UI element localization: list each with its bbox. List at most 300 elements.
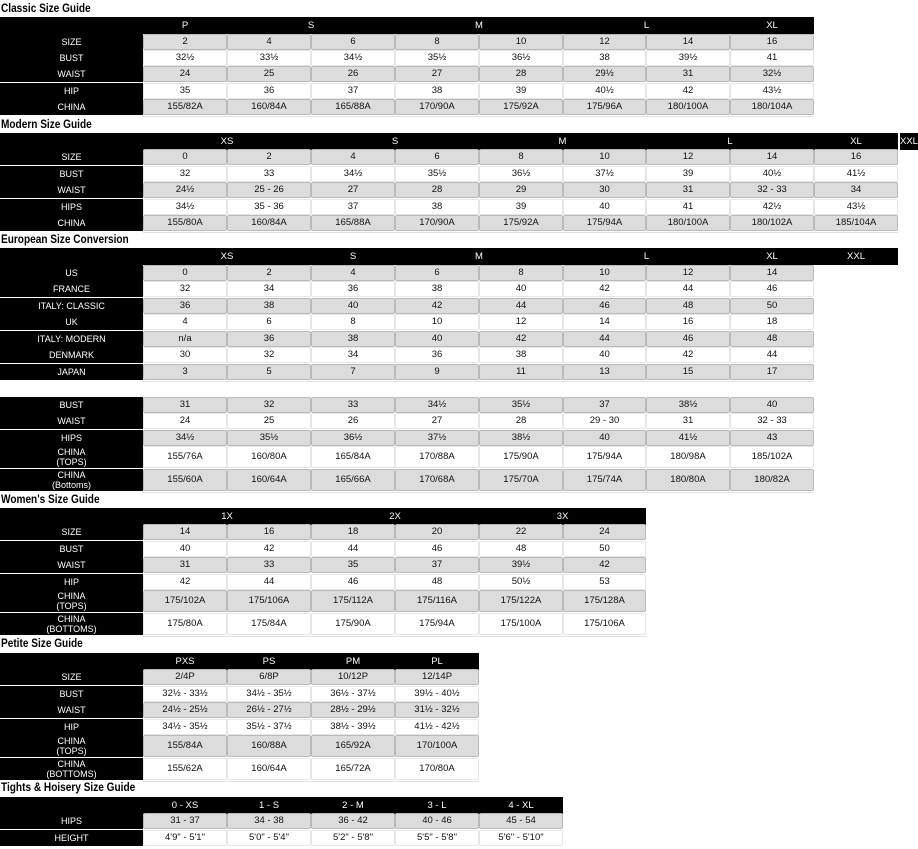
modern-table-cell: 180/102A [730, 215, 814, 231]
petite-table-cell: 31½ - 32½ [395, 702, 479, 718]
european-table-cell: 28 [479, 413, 563, 429]
womens-table-cell: 46 [311, 574, 395, 590]
womens-table-cell: 46 [395, 541, 479, 557]
modern-size-group-header: M [479, 133, 646, 150]
petite-table-bottom-rule [395, 781, 479, 782]
european-table-cell: 10 [563, 265, 646, 281]
european-table-cell: 175/70A [479, 469, 563, 491]
european-table-cell: 40 [563, 430, 646, 446]
petite-row-label: WAIST [0, 702, 143, 718]
tights-table-title: Tights & Hoisery Size Guide [1, 780, 136, 794]
womens-table-cell: 35 [311, 557, 395, 573]
european-table-cell: 38½ [479, 430, 563, 446]
petite-table-cell: 12/14P [395, 669, 479, 685]
modern-table-cell: 14 [730, 149, 814, 165]
european-table-cell: 40 [311, 298, 395, 314]
womens-table-bottom-rule [563, 636, 646, 637]
womens-size-group-header: 1X [143, 508, 311, 525]
womens-row-label: HIP [0, 574, 143, 590]
european-size-group-header: L [563, 248, 730, 265]
modern-table-cell: 43½ [814, 199, 898, 215]
european-table-bottom-rule [143, 492, 227, 493]
womens-table-bottom-rule [227, 636, 311, 637]
petite-table-cell: 34½ - 35½ [143, 719, 227, 735]
petite-table-cell: 28½ - 29½ [311, 702, 395, 718]
european-table-cell: 38 [479, 347, 563, 363]
european-table-cell: 35½ [227, 430, 311, 446]
tights-header-corner [0, 797, 143, 814]
womens-table-cell: 48 [395, 574, 479, 590]
european-table-cell: 8 [479, 265, 563, 281]
womens-table-bottom-rule [311, 636, 395, 637]
european-table-cell: 34 [227, 281, 311, 297]
modern-table-cell: 29 [479, 182, 563, 198]
european-table-cell: 32 [227, 347, 311, 363]
classic-table-cell: 16 [730, 34, 814, 50]
petite-table-cell: 41½ - 42½ [395, 719, 479, 735]
classic-table-cell: 180/104A [730, 99, 814, 115]
european-table-cell: 160/64A [227, 469, 311, 491]
womens-table-cell: 16 [227, 524, 311, 540]
european-size-group-header: XXL [814, 248, 898, 265]
classic-table-cell: 12 [563, 34, 646, 50]
european-table-cell: 42 [395, 298, 479, 314]
tights-size-group-header: 0 - XS [143, 797, 227, 814]
modern-table-bottom-rule [479, 232, 563, 233]
modern-table-cell: 4 [311, 149, 395, 165]
classic-row-label: HIP [0, 83, 143, 99]
modern-table-cell: 28 [395, 182, 479, 198]
classic-table-cell: 35 [143, 83, 227, 99]
european-row-label: HIPS [0, 430, 143, 446]
european-table-cell: 180/98A [646, 446, 730, 468]
european-table-cell: 35½ [479, 397, 563, 413]
modern-table-bottom-rule [227, 232, 311, 233]
classic-table-cell: 10 [479, 34, 563, 50]
modern-size-group-header: XXL [900, 133, 918, 150]
petite-table-cell: 38½ - 39½ [311, 719, 395, 735]
modern-table-cell: 180/100A [646, 215, 730, 231]
petite-table-cell: 26½ - 27½ [227, 702, 311, 718]
petite-table-cell: 34½ - 35½ [227, 686, 311, 702]
classic-table-cell: 175/92A [479, 99, 563, 115]
european-table-cell: 42 [479, 331, 563, 347]
european-row-label: CHINA (TOPS) [0, 446, 143, 468]
womens-table-cell: 14 [143, 524, 227, 540]
tights-table-cell: 5'2" - 5'8" [311, 830, 395, 846]
womens-table-cell: 175/90A [311, 613, 395, 635]
modern-table-cell: 41 [646, 199, 730, 215]
modern-table-cell: 39 [646, 166, 730, 182]
european-table-cell: 155/60A [143, 469, 227, 491]
tights-table-cell: 40 - 46 [395, 813, 479, 829]
classic-table-title: Classic Size Guide [1, 1, 91, 15]
tights-size-group-header: 1 - S [227, 797, 311, 814]
womens-table-cell: 40 [143, 541, 227, 557]
european-table-cell: 38 [395, 281, 479, 297]
european-table-cell: 34½ [395, 397, 479, 413]
european-table-cell: 24 [143, 413, 227, 429]
modern-table-cell: 24½ [143, 182, 227, 198]
european-table-bottom-rule [563, 492, 646, 493]
european-table-bottom-rule [395, 492, 479, 493]
modern-table-cell: 185/104A [814, 215, 898, 231]
womens-row-label: SIZE [0, 524, 143, 540]
modern-table-cell: 39 [479, 199, 563, 215]
european-row-label: BUST [0, 397, 143, 413]
classic-table-cell: 180/100A [646, 99, 730, 115]
tights-table-cell: 4'9" - 5'1" [143, 830, 227, 846]
european-table-cell: 40 [479, 281, 563, 297]
petite-header-corner [0, 653, 143, 670]
european-table-cell: 8 [311, 314, 395, 330]
petite-table-cell: 32½ - 33½ [143, 686, 227, 702]
european-table-cell: 4 [311, 265, 395, 281]
european-table-cell: 44 [563, 331, 646, 347]
european-table-cell: 32 [227, 397, 311, 413]
womens-table-bottom-rule [479, 636, 563, 637]
european-table-cell: 6 [227, 314, 311, 330]
classic-table-cell: 165/88A [311, 99, 395, 115]
european-table-cell: 12 [646, 265, 730, 281]
european-table-cell: 34½ [143, 430, 227, 446]
european-table-cell: 42 [646, 347, 730, 363]
european-table-cell: 13 [563, 364, 646, 380]
modern-table-cell: 34 [814, 182, 898, 198]
petite-table-cell: 36½ - 37½ [311, 686, 395, 702]
european-table-cell: 4 [143, 314, 227, 330]
womens-table-cell: 42 [227, 541, 311, 557]
european-table-cell: 3 [143, 364, 227, 380]
tights-row-label: HIPS [0, 813, 143, 829]
petite-table-bottom-rule [227, 781, 311, 782]
classic-table-cell: 35½ [395, 50, 479, 66]
classic-table-cell: 175/96A [563, 99, 646, 115]
modern-table-bottom-rule [563, 232, 646, 233]
european-table-cell: 2 [227, 265, 311, 281]
european-row-label: ITALY: CLASSIC [0, 298, 143, 314]
european-table-cell: 38 [227, 298, 311, 314]
modern-table-cell: 40½ [730, 166, 814, 182]
european-table-cell: 27 [395, 413, 479, 429]
petite-size-group-header: PS [227, 653, 311, 670]
european-table-cell: 37 [563, 397, 646, 413]
womens-size-group-header: 2X [311, 508, 479, 525]
petite-table-cell: 170/80A [395, 758, 479, 780]
european-row-label: DENMARK [0, 347, 143, 363]
european-table-cell: n/a [143, 331, 227, 347]
european-table-cell: 38½ [646, 397, 730, 413]
classic-table-cell: 43½ [730, 83, 814, 99]
european-table-cell: 0 [143, 265, 227, 281]
modern-table-cell: 170/90A [395, 215, 479, 231]
petite-table-cell: 2/4P [143, 669, 227, 685]
womens-table-bottom-rule [395, 636, 479, 637]
modern-row-label: CHINA [0, 215, 143, 231]
classic-table-cell: 170/90A [395, 99, 479, 115]
modern-row-label: BUST [0, 166, 143, 182]
modern-table-bottom-rule [395, 232, 479, 233]
tights-table-cell: 5'5" - 5'8" [395, 830, 479, 846]
womens-table-cell: 175/80A [143, 613, 227, 635]
classic-table-bottom-rule [395, 116, 479, 117]
tights-table-cell: 31 - 37 [143, 813, 227, 829]
petite-table-cell: 10/12P [311, 669, 395, 685]
modern-table-cell: 10 [563, 149, 646, 165]
european-table-cell: 38 [311, 331, 395, 347]
modern-table-cell: 0 [143, 149, 227, 165]
womens-header-corner [0, 508, 143, 525]
modern-table-cell: 2 [227, 149, 311, 165]
european-table-cell: 34 [311, 347, 395, 363]
classic-table-cell: 31 [646, 66, 730, 82]
petite-table-cell: 165/92A [311, 735, 395, 757]
petite-table-cell: 35½ - 37½ [227, 719, 311, 735]
modern-size-group-header: S [311, 133, 479, 150]
womens-table-cell: 37 [395, 557, 479, 573]
petite-table-bottom-rule [143, 781, 227, 782]
classic-size-group-header: S [227, 17, 395, 34]
european-table-cell: 160/80A [227, 446, 311, 468]
european-table-cell: 46 [730, 281, 814, 297]
european-table-cell: 36 [143, 298, 227, 314]
womens-table-cell: 175/116A [395, 590, 479, 612]
classic-row-label: WAIST [0, 66, 143, 82]
european-table-cell: 37½ [395, 430, 479, 446]
petite-table-cell: 6/8P [227, 669, 311, 685]
tights-table-cell: 34 - 38 [227, 813, 311, 829]
european-table-cell: 36½ [311, 430, 395, 446]
modern-table-cell: 25 - 26 [227, 182, 311, 198]
european-row-label: ITALY: MODERN [0, 331, 143, 347]
european-table-title: European Size Conversion [1, 232, 129, 246]
european-table-cell: 7 [311, 364, 395, 380]
european-table-cell: 180/82A [730, 469, 814, 491]
petite-table-cell: 160/88A [227, 735, 311, 757]
classic-table-cell: 24 [143, 66, 227, 82]
modern-table-bottom-rule [143, 232, 227, 233]
european-table-cell: 170/88A [395, 446, 479, 468]
european-table-cell: 155/76A [143, 446, 227, 468]
tights-table-cell: 5'6" - 5'10" [479, 830, 563, 846]
classic-table-cell: 155/82A [143, 99, 227, 115]
european-table-cell: 36 [227, 331, 311, 347]
petite-row-label: CHINA (TOPS) [0, 735, 143, 757]
european-table-cell: 180/80A [646, 469, 730, 491]
classic-table-bottom-rule [311, 116, 395, 117]
european-table-cell: 40 [730, 397, 814, 413]
modern-table-cell: 155/80A [143, 215, 227, 231]
classic-table-cell: 37 [311, 83, 395, 99]
modern-table-cell: 6 [395, 149, 479, 165]
womens-table-cell: 175/112A [311, 590, 395, 612]
classic-table-cell: 32½ [143, 50, 227, 66]
european-table-cell: 6 [395, 265, 479, 281]
european-table-cell: 32 - 33 [730, 413, 814, 429]
petite-table-cell: 24½ - 25½ [143, 702, 227, 718]
petite-table-cell: 155/62A [143, 758, 227, 780]
european-size-group-header: S [311, 248, 395, 265]
european-table-cell: 5 [227, 364, 311, 380]
european-row-label: UK [0, 314, 143, 330]
european-size-group-header: M [395, 248, 563, 265]
european-row-label: WAIST [0, 413, 143, 429]
tights-row-label: HEIGHT [0, 830, 143, 846]
european-table-cell: 175/74A [563, 469, 646, 491]
classic-table-cell: 39 [479, 83, 563, 99]
classic-size-group-header: XL [730, 17, 814, 34]
classic-table-cell: 38 [563, 50, 646, 66]
womens-table-cell: 31 [143, 557, 227, 573]
tights-size-group-header: 3 - L [395, 797, 479, 814]
european-table-cell: 18 [730, 314, 814, 330]
european-table-cell: 41½ [646, 430, 730, 446]
classic-table-bottom-rule [227, 116, 311, 117]
european-row-label: CHINA (Bottoms) [0, 469, 143, 491]
womens-table-cell: 44 [311, 541, 395, 557]
petite-table-cell: 39½ - 40½ [395, 686, 479, 702]
womens-table-cell: 175/106A [563, 613, 646, 635]
classic-table-bottom-rule [730, 116, 814, 117]
european-table-cell: 165/84A [311, 446, 395, 468]
modern-table-cell: 31 [646, 182, 730, 198]
modern-table-cell: 8 [479, 149, 563, 165]
european-row-label: US [0, 265, 143, 281]
modern-table-cell: 175/94A [563, 215, 646, 231]
womens-row-label: WAIST [0, 557, 143, 573]
modern-table-cell: 40 [563, 199, 646, 215]
european-size-group-header: XS [143, 248, 311, 265]
european-table-cell: 46 [563, 298, 646, 314]
european-table-cell: 36 [311, 281, 395, 297]
european-row-label: JAPAN [0, 364, 143, 380]
european-table-cell: 17 [730, 364, 814, 380]
petite-row-label: SIZE [0, 669, 143, 685]
tights-table-cell: 45 - 54 [479, 813, 563, 829]
classic-row-label: CHINA [0, 99, 143, 115]
european-table-cell: 40 [395, 331, 479, 347]
modern-table-cell: 34½ [143, 199, 227, 215]
tights-size-group-header: 2 - M [311, 797, 395, 814]
classic-table-bottom-rule [646, 116, 730, 117]
modern-table-cell: 38 [395, 199, 479, 215]
modern-table-bottom-rule [814, 232, 898, 233]
womens-table-cell: 48 [479, 541, 563, 557]
european-table-cell: 10 [395, 314, 479, 330]
european-table-cell: 32 [143, 281, 227, 297]
european-table-cell: 44 [479, 298, 563, 314]
european-table-cell: 30 [143, 347, 227, 363]
european-table-cell: 50 [730, 298, 814, 314]
european-table-cell: 165/66A [311, 469, 395, 491]
classic-size-group-header: L [563, 17, 730, 34]
modern-size-group-header: L [646, 133, 814, 150]
european-section-divider [143, 381, 814, 395]
european-size-group-header: XL [730, 248, 814, 265]
european-table-cell: 16 [646, 314, 730, 330]
modern-table-cell: 16 [814, 149, 898, 165]
womens-table-cell: 175/94A [395, 613, 479, 635]
classic-size-group-header: P [143, 17, 227, 34]
european-table-cell: 42 [563, 281, 646, 297]
womens-table-cell: 39½ [479, 557, 563, 573]
modern-table-cell: 42½ [730, 199, 814, 215]
womens-table-title: Women's Size Guide [1, 492, 100, 506]
classic-table-cell: 32½ [730, 66, 814, 82]
womens-table-cell: 175/106A [227, 590, 311, 612]
petite-table-cell: 170/100A [395, 735, 479, 757]
european-table-cell: 44 [730, 347, 814, 363]
classic-table-cell: 4 [227, 34, 311, 50]
european-table-cell: 25 [227, 413, 311, 429]
modern-row-label: WAIST [0, 182, 143, 198]
modern-size-group-header: XL [814, 133, 898, 150]
modern-table-cell: 36½ [479, 166, 563, 182]
petite-table-bottom-rule [311, 781, 395, 782]
modern-table-cell: 34½ [311, 166, 395, 182]
modern-header-corner [0, 133, 143, 150]
modern-table-cell: 165/88A [311, 215, 395, 231]
womens-table-cell: 175/122A [479, 590, 563, 612]
classic-table-cell: 25 [227, 66, 311, 82]
tights-table-cell: 36 - 42 [311, 813, 395, 829]
classic-table-cell: 2 [143, 34, 227, 50]
classic-table-cell: 41 [730, 50, 814, 66]
womens-table-cell: 175/100A [479, 613, 563, 635]
european-table-bottom-rule [730, 492, 814, 493]
modern-table-bottom-rule [311, 232, 395, 233]
classic-row-label: SIZE [0, 34, 143, 50]
modern-table-cell: 160/84A [227, 215, 311, 231]
classic-table-cell: 42 [646, 83, 730, 99]
european-table-cell: 26 [311, 413, 395, 429]
european-table-cell: 14 [563, 314, 646, 330]
classic-table-bottom-rule [479, 116, 563, 117]
womens-table-cell: 18 [311, 524, 395, 540]
european-table-cell: 31 [646, 413, 730, 429]
classic-table-cell: 34½ [311, 50, 395, 66]
classic-table-cell: 160/84A [227, 99, 311, 115]
modern-row-label: SIZE [0, 149, 143, 165]
modern-table-cell: 32 [143, 166, 227, 182]
womens-table-cell: 44 [227, 574, 311, 590]
modern-table-cell: 41½ [814, 166, 898, 182]
european-row-label: FRANCE [0, 281, 143, 297]
womens-table-cell: 20 [395, 524, 479, 540]
european-table-cell: 44 [646, 281, 730, 297]
modern-table-cell: 35 - 36 [227, 199, 311, 215]
petite-table-title: Petite Size Guide [1, 636, 83, 650]
european-table-cell: 12 [479, 314, 563, 330]
classic-table-cell: 6 [311, 34, 395, 50]
european-table-bottom-rule [311, 492, 395, 493]
modern-table-cell: 32 - 33 [730, 182, 814, 198]
classic-table-bottom-rule [563, 116, 646, 117]
womens-size-group-header: 3X [479, 508, 646, 525]
womens-table-cell: 24 [563, 524, 646, 540]
european-table-cell: 48 [646, 298, 730, 314]
classic-table-cell: 36½ [479, 50, 563, 66]
european-table-cell: 43 [730, 430, 814, 446]
classic-table-cell: 8 [395, 34, 479, 50]
petite-size-group-header: PM [311, 653, 395, 670]
classic-table-cell: 36 [227, 83, 311, 99]
european-table-bottom-rule [646, 492, 730, 493]
modern-table-cell: 33 [227, 166, 311, 182]
european-table-cell: 11 [479, 364, 563, 380]
womens-row-label: BUST [0, 541, 143, 557]
classic-table-cell: 27 [395, 66, 479, 82]
